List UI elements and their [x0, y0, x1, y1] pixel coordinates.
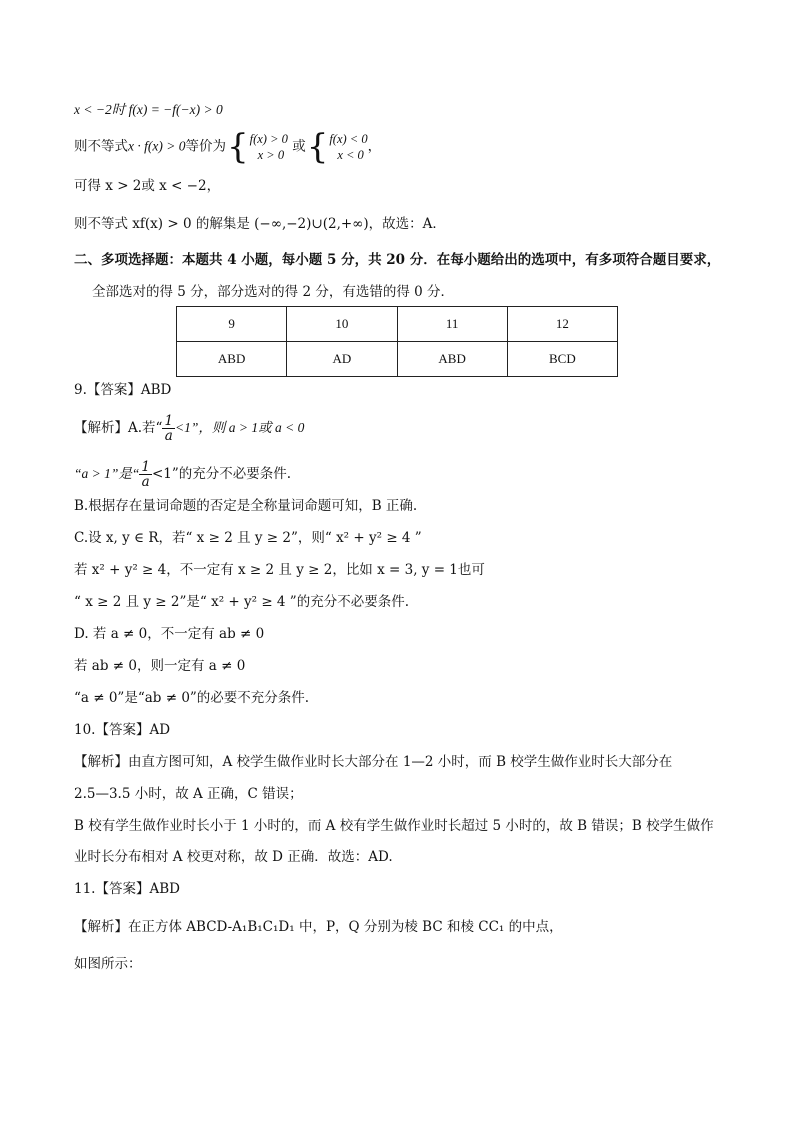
text: 【解析】A.若“: [74, 420, 163, 436]
q10-explanation-4: 业时长分布相对 A 校更对称，故 D 正确．故选：AD.: [74, 849, 393, 865]
text: “a > 1”是“: [74, 466, 140, 481]
table-cell: 10: [287, 307, 397, 342]
answer-table: [176, 306, 618, 377]
q9-option-c-3: “ x ≥ 2 且 y ≥ 2”是“ x² + y² ≥ 4 ”的充分不必要条件.: [74, 594, 410, 610]
text: <1”，则 a > 1或 a < 0: [175, 420, 305, 435]
q11-answer: 11.【答案】ABD: [74, 881, 180, 897]
table-cell: 11: [397, 307, 507, 342]
q9-option-d-3: “a ≠ 0”是“ab ≠ 0”的必要不充分条件.: [74, 690, 310, 706]
line-result: 可得 x > 2或 x < −2，: [74, 178, 221, 194]
expr: x · f(x) > 0: [128, 138, 186, 154]
q9-option-a-conclusion: [74, 460, 291, 489]
q9-option-a: [74, 414, 304, 443]
q9-option-c-2: 若 x² + y² ≥ 4，不一定有 x ≥ 2 且 y ≥ 2，比如 x = 3, y = 1也可: [74, 562, 485, 578]
text: 则不等式: [74, 138, 128, 155]
q10-explanation-3: B 校有学生做作业时长小于 1 小时的，而 A 校有学生做作业时长超过 5 小时的，故 B 错误；B 校学生做作: [74, 818, 714, 834]
q9-option-d-1: D. 若 a ≠ 0，不一定有 ab ≠ 0: [74, 626, 265, 642]
q11-explanation-2: 如图所示：: [74, 956, 142, 972]
table-row: [177, 307, 618, 342]
q10-answer: 10.【答案】AD: [74, 722, 171, 738]
q9-answer: 9.【答案】ABD: [74, 382, 172, 398]
section-title: 二、多项选择题：本题共 4 小题，每小题 5 分，共 20 分．在每小题给出的选项中，有多项符合题目要求，: [74, 252, 721, 268]
line-case-x-less-minus-2: x < −2时 f(x) = −f(−x) > 0: [74, 102, 223, 117]
table-cell: ABD: [397, 342, 507, 377]
text: <1”的充分不必要条件.: [151, 466, 292, 482]
q9-option-d-2: 若 ab ≠ 0，则一定有 a ≠ 0: [74, 658, 246, 674]
table-row: [177, 342, 618, 377]
system-1: f(x) > 0 x > 0: [249, 132, 288, 162]
system-2: f(x) < 0 x < 0: [329, 132, 368, 162]
left-brace: {: [226, 127, 249, 167]
q10-explanation-2: 2.5—3.5 小时，故 A 正确，C 错误；: [74, 786, 303, 802]
fraction-1-over-a: $\frac{1}{a}$: [141, 459, 150, 490]
q11-explanation-1: 【解析】在正方体 ABCD-A₁B₁C₁D₁ 中，P，Q 分别为棱 BC 和棱 CC₁ 的中点，: [74, 919, 563, 935]
q9-option-b: B.根据存在量词命题的否定是全称量词命题可知，B 正确.: [74, 498, 418, 514]
table-cell: 9: [177, 307, 287, 342]
line-inequality-equivalence: [74, 127, 382, 167]
q10-explanation-1: 【解析】由直方图可知，A 校学生做作业时长大部分在 1—2 小时，而 B 校学生做作业时长大部分在: [74, 754, 673, 770]
text: ，: [367, 138, 382, 155]
text: 等价为: [185, 138, 226, 155]
line-solution-set: 则不等式 xf(x) > 0 的解集是 (−∞,−2)∪(2,+∞)，故选：A．: [74, 216, 446, 232]
fraction-1-over-a: $\frac{1}{a}$: [164, 413, 174, 444]
table-cell: 12: [507, 307, 617, 342]
table-cell: BCD: [507, 342, 617, 377]
q9-option-c-1: C.设 x, y ∈ R，若“ x ≥ 2 且 y ≥ 2”，则“ x² + y² ≥ 4 ”: [74, 530, 422, 546]
table-cell: ABD: [177, 342, 287, 377]
section-subtitle: 全部选对的得 5 分，部分选对的得 2 分，有选错的得 0 分．: [92, 284, 455, 300]
table-cell: AD: [287, 342, 397, 377]
left-brace: {: [306, 127, 329, 167]
text: 或: [292, 138, 306, 155]
